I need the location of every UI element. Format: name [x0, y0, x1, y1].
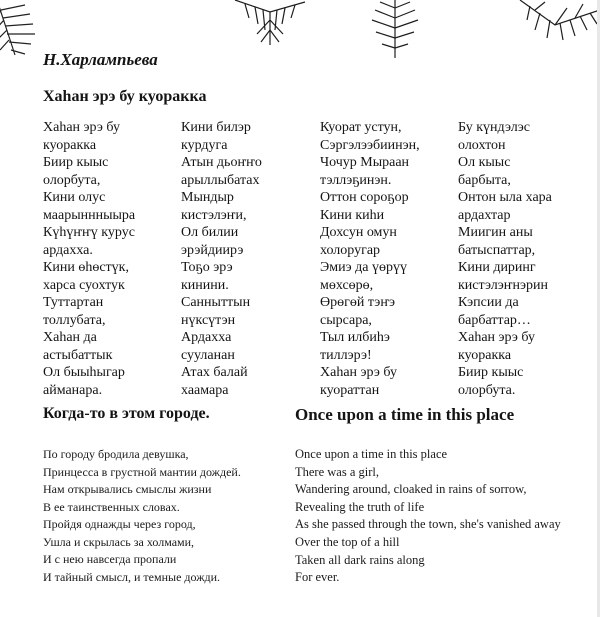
english-translation-title: Once upon a time in this place	[295, 405, 515, 424]
poem-line: Туттартан	[43, 295, 104, 310]
poem-line: Кини олус	[43, 190, 106, 205]
poem-line: Кини диринг	[458, 260, 536, 275]
poem-line: Хаһан эрэ бу	[320, 365, 397, 380]
pine-branch-right-icon	[515, 0, 600, 45]
poem-line: Биир кыыс	[43, 155, 109, 170]
poem-line: Өрөгөй тэҥэ	[320, 295, 396, 310]
poem-line: Куорат устун,	[320, 120, 402, 135]
poem-line: арыллыбатах	[181, 172, 260, 188]
poem-line: Ол кыыс	[458, 155, 511, 170]
poem-column-2	[181, 119, 262, 399]
poem-line: эрэйдиирэ	[181, 242, 244, 258]
poem-line: тэллэҕинэн.	[320, 172, 392, 188]
poem-title: Хаһан эрэ бу куоракка	[43, 88, 207, 105]
translation-line: Принцесса в грустной мантии дождей.	[43, 464, 241, 479]
poem-line: Тоҕо эрэ	[181, 260, 233, 275]
translation-line: И с нею навсегда пропали	[43, 552, 177, 566]
translation-line: И тайный смысл, и темные дожди.	[43, 569, 221, 584]
poem-line: барбыта,	[458, 172, 511, 188]
poem-line: Атах балай	[181, 365, 248, 380]
poem-line: хаамара	[181, 382, 229, 398]
poem-line: Хаһан эрэ бу	[43, 120, 120, 135]
poem-line: Сэргэлээбиинэн,	[320, 137, 420, 153]
poem-line: Мындыр	[181, 190, 234, 205]
english-translation	[295, 446, 561, 587]
poem-line: куоракка	[458, 347, 512, 363]
poem-line: олохтон	[458, 137, 506, 153]
translation-line: As she passed through the town, she's vanished away	[295, 517, 561, 532]
pine-branch-center-right-icon	[360, 0, 430, 60]
poem-line: курдуга	[181, 137, 228, 153]
poem-line: Хаһан эрэ бу	[458, 330, 535, 345]
russian-translation-title: Когда-то в этом городе.	[43, 405, 210, 422]
translation-line: В ее таинственных словах.	[43, 499, 180, 514]
poem-line: олорбута.	[458, 382, 516, 398]
poem-line: Ардахха	[181, 330, 232, 345]
poem-line: Атын дьоҥҥо	[181, 155, 262, 170]
pine-branch-center-icon	[225, 0, 315, 50]
poem-line: олорбута,	[43, 172, 101, 188]
poem-line: Тыл илбиһэ	[320, 330, 390, 345]
poem-line: Онтон ыла хара	[458, 190, 552, 205]
translation-line: Wandering around, cloaked in rains of sorrow,	[295, 482, 527, 497]
translation-line: Нам открывались смыслы жизни	[43, 482, 212, 496]
poem-line: сырсара,	[320, 312, 372, 328]
author-name: Н.Харлампьева	[43, 50, 158, 69]
poem-line: Дохсун омун	[320, 225, 397, 240]
poem-line: астыбаттык	[43, 347, 113, 363]
translation-line: For ever.	[295, 570, 340, 585]
poem-line: Санныттын	[181, 295, 251, 310]
poem-line: Кини киһи	[320, 207, 385, 223]
translation-line: Revealing the truth of life	[295, 499, 425, 514]
poem-line: барбаттар…	[458, 312, 531, 328]
poem-line: айманара.	[43, 382, 103, 398]
poem-line: Хаһан да	[43, 330, 97, 345]
poem-line: Кэпсии да	[458, 295, 519, 310]
poem-line: кистэлэҥи,	[181, 207, 247, 223]
poem-line: холоругар	[320, 242, 381, 258]
poem-line: Күһүҥҥү курус	[43, 225, 135, 240]
poem-line: толлубата,	[43, 312, 106, 328]
poem-line: Эмиэ да үөрүү	[320, 260, 407, 275]
poem-line: Бу күндэлэс	[458, 120, 530, 135]
translation-line: Ушла и скрылась за холмами,	[43, 534, 195, 549]
poem-line: харса суохтук	[43, 277, 125, 293]
poem-line: мөхсөрө,	[320, 277, 374, 293]
poem-column-4	[458, 119, 552, 399]
poem-line: Биир кыыс	[458, 365, 524, 380]
poem-line: Миигин аны	[458, 225, 533, 240]
poem-line: маарыннныыра	[43, 207, 136, 223]
translation-line: Once upon a time in this place	[295, 447, 448, 461]
translation-line: There was a girl,	[295, 464, 379, 479]
poem-line: Ол билии	[181, 225, 239, 240]
poem-line: сууланан	[181, 347, 235, 363]
poem-line: ардахтар	[458, 207, 511, 223]
poem-line: куоракка	[43, 137, 97, 153]
poem-line: Кини өһөстүк,	[43, 260, 129, 275]
poem-line: батыспаттар,	[458, 242, 536, 258]
translation-line: Over the top of a hill	[295, 534, 400, 549]
poem-line: нүксүтэн	[181, 312, 236, 328]
poem-line: ардахха.	[43, 242, 93, 258]
translation-line: Пройдя однажды через город,	[43, 517, 196, 531]
poem-line: кинини.	[181, 277, 229, 293]
poem-column-3	[320, 119, 420, 399]
poem-column-1	[43, 119, 135, 399]
poem-line: кистэлэҥнэрин	[458, 277, 548, 293]
poem-line: Оттон сороҕор	[320, 190, 409, 205]
translation-line: Taken all dark rains along	[295, 552, 425, 567]
russian-translation	[43, 446, 241, 586]
poem-line: Ол быыһыгар	[43, 365, 125, 380]
poem-line: куораттан	[320, 382, 380, 398]
poem-line: Кини билэр	[181, 120, 251, 135]
poem-line: Чочур Мыраан	[320, 155, 410, 170]
poem-line: тиллэрэ!	[320, 347, 372, 363]
translation-line: По городу бродила девушка,	[43, 447, 189, 461]
